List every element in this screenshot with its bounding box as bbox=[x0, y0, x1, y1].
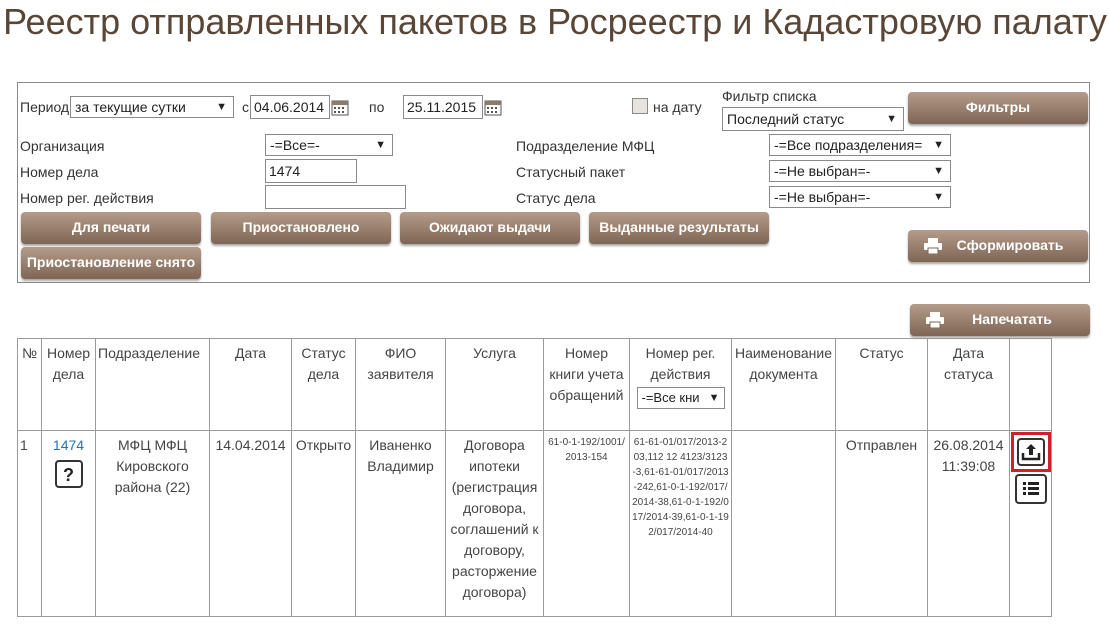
reg-action-filter-value: -=Все кни bbox=[641, 390, 700, 405]
case-number-link[interactable]: 1474 bbox=[52, 437, 85, 453]
to-label: по bbox=[369, 99, 385, 115]
period-select[interactable] bbox=[70, 96, 234, 118]
cell-status-date: 26.08.2014 11:39:08 bbox=[928, 431, 1010, 617]
col-header-status-date: Дата статуса bbox=[928, 339, 1010, 431]
cell-doc-name bbox=[732, 431, 836, 617]
cell-applicant: Иваненко Владимир bbox=[356, 431, 446, 617]
on-date-checkbox[interactable] bbox=[632, 98, 648, 114]
print-label: Напечатать bbox=[972, 311, 1052, 327]
reg-action-label: Номер рег. действия bbox=[20, 190, 154, 206]
filters-button[interactable]: Фильтры bbox=[908, 92, 1088, 124]
chevron-down-icon: ▼ bbox=[216, 101, 227, 113]
organization-label: Организация bbox=[20, 138, 105, 154]
case-number-label: Номер дела bbox=[20, 164, 99, 180]
list-icon bbox=[1017, 476, 1045, 502]
cell-book-number: 61-0-1-192/1001/2013-154 bbox=[544, 431, 630, 617]
calendar-icon[interactable] bbox=[484, 98, 502, 116]
upload-button[interactable] bbox=[1011, 432, 1051, 472]
case-status-label: Статус дела bbox=[516, 190, 596, 206]
status-packet-value: -=Не выбран=- bbox=[774, 163, 871, 179]
printer-icon bbox=[924, 238, 942, 254]
cell-status: Отправлен bbox=[836, 431, 928, 617]
col-header-book-number: Номер книги учета обращений bbox=[544, 339, 630, 431]
chevron-down-icon: ▼ bbox=[933, 165, 944, 177]
chevron-down-icon: ▼ bbox=[708, 392, 720, 404]
col-header-reg-action bbox=[630, 339, 732, 431]
suspended-button[interactable]: Приостановлено bbox=[211, 212, 391, 244]
cell-case-number bbox=[42, 431, 96, 617]
reg-action-header-label: Номер рег. действия bbox=[645, 345, 716, 382]
from-label: с bbox=[242, 99, 249, 115]
packages-table bbox=[17, 338, 1052, 617]
cell-case-status: Открыто bbox=[292, 431, 356, 617]
print-button[interactable] bbox=[910, 304, 1090, 336]
awaiting-button[interactable]: Ожидают выдачи bbox=[400, 212, 580, 244]
cell-num: 1 bbox=[18, 431, 42, 617]
mfc-unit-select[interactable] bbox=[769, 134, 951, 156]
case-status-value: -=Не выбран=- bbox=[774, 189, 871, 205]
date-to-input[interactable]: 25.11.2015 bbox=[403, 95, 483, 119]
chevron-down-icon: ▼ bbox=[886, 113, 897, 125]
on-date-label: на дату bbox=[653, 99, 702, 115]
col-header-num: № bbox=[18, 339, 42, 431]
organization-select[interactable] bbox=[265, 134, 393, 156]
mfc-unit-value: -=Все подразделения= bbox=[774, 137, 923, 153]
list-filter-select[interactable] bbox=[722, 107, 904, 131]
generate-button[interactable] bbox=[908, 230, 1088, 262]
mfc-unit-label: Подразделение МФЦ bbox=[516, 138, 655, 154]
col-header-doc-name: Наименование документа bbox=[732, 339, 836, 431]
period-label: Период bbox=[20, 99, 70, 115]
help-icon[interactable]: ? bbox=[55, 460, 83, 488]
reg-action-filter-select[interactable] bbox=[637, 387, 725, 409]
col-header-status: Статус bbox=[836, 339, 928, 431]
print-filter-button[interactable]: Для печати bbox=[21, 212, 201, 244]
calendar-icon[interactable] bbox=[331, 98, 349, 116]
chevron-down-icon: ▼ bbox=[933, 191, 944, 203]
cell-unit: МФЦ МФЦ Кировского района (22) bbox=[96, 431, 210, 617]
status-packet-label: Статусный пакет bbox=[516, 164, 626, 180]
cell-reg-action: 61-61-01/017/2013-203,112 12 4123/3123-3,61-61-01/017/2013-242,61-0-1-192/017/2014-38,61-0-1-192/017/2014-39,61-0-1-192/017/2014-40 bbox=[630, 431, 732, 617]
case-status-select[interactable] bbox=[769, 186, 951, 208]
table-row bbox=[18, 431, 1052, 617]
chevron-down-icon: ▼ bbox=[933, 139, 944, 151]
cell-date: 14.04.2014 bbox=[210, 431, 292, 617]
list-filter-label: Фильтр списка bbox=[722, 88, 817, 104]
col-header-unit: Подразделение bbox=[96, 339, 210, 431]
period-value: за текущие сутки bbox=[75, 99, 186, 115]
generate-label: Сформировать bbox=[956, 237, 1064, 253]
col-header-case-status: Статус дела bbox=[292, 339, 356, 431]
cell-service: Договора ипотеки (регистрация договора, соглашений к договору, расторжение договора) bbox=[446, 431, 544, 617]
case-number-input[interactable]: 1474 bbox=[265, 159, 357, 183]
col-header-date: Дата bbox=[210, 339, 292, 431]
chevron-down-icon: ▼ bbox=[375, 139, 386, 151]
col-header-case-number: Номер дела bbox=[42, 339, 96, 431]
page-title: Реестр отправленных пакетов в Росреестр и Кадастровую палату bbox=[3, 1, 1107, 42]
organization-value: -=Все=- bbox=[270, 137, 320, 153]
col-header-actions bbox=[1010, 339, 1052, 431]
list-details-button[interactable] bbox=[1015, 474, 1047, 504]
list-filter-value: Последний статус bbox=[727, 111, 845, 127]
date-from-input[interactable]: 04.06.2014 bbox=[250, 95, 330, 119]
printer-icon bbox=[926, 312, 944, 328]
col-header-applicant: ФИО заявителя bbox=[356, 339, 446, 431]
upload-icon bbox=[1017, 438, 1045, 466]
issued-results-button[interactable]: Выданные результаты bbox=[589, 212, 769, 244]
unsuspended-button[interactable]: Приостановление снято bbox=[21, 247, 201, 279]
col-header-service: Услуга bbox=[446, 339, 544, 431]
table-header-row bbox=[18, 339, 1052, 431]
status-packet-select[interactable] bbox=[769, 160, 951, 182]
reg-action-input[interactable] bbox=[265, 185, 406, 209]
